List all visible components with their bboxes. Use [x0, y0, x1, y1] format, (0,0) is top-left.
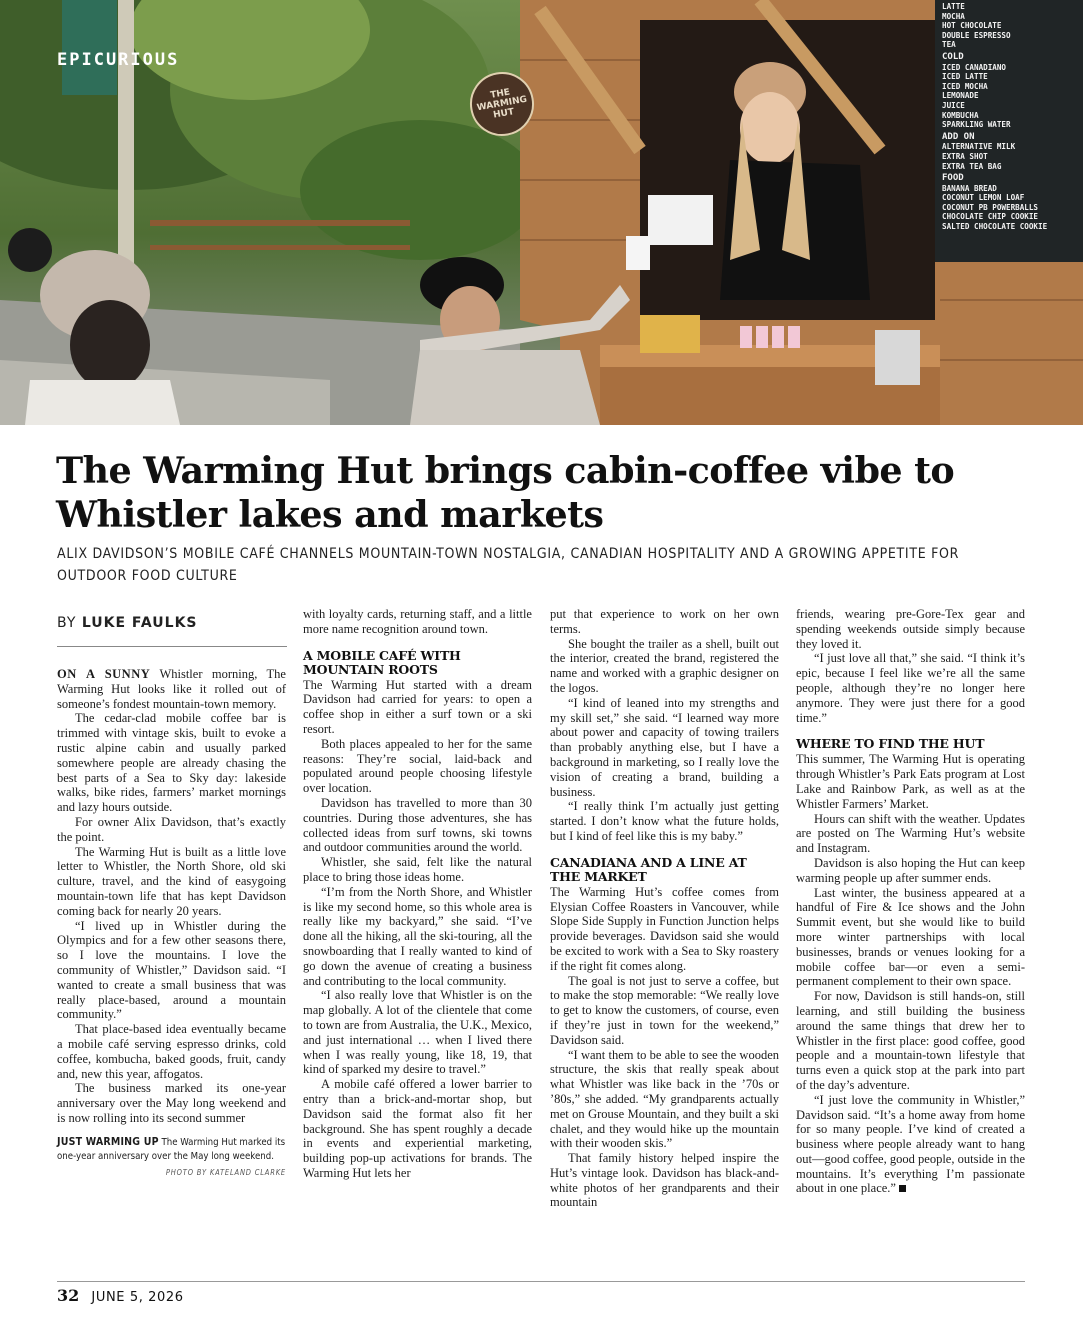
column-1-paragraphs — [57, 711, 286, 1125]
column-3-paragraphs-b — [550, 974, 779, 1211]
menu-board — [935, 0, 1083, 262]
photo-caption — [57, 1135, 286, 1180]
column-1 — [57, 667, 286, 1180]
menu-item: DOUBLE ESPRESSO — [942, 30, 1011, 40]
menu-heading: ADD ON — [942, 131, 975, 142]
lead-photo — [0, 0, 1083, 425]
body-paragraph: The cedar-clad mobile coffee bar is trimmed with vintage skis, built to evoke a rustic alpine cabin and usually parked somewhere people are already chasing the best parts of a Sea to Sky day: lakeside walks, bike rides, farmers’ market mornings and lazy hours outside. — [57, 711, 286, 815]
continued-paragraph: with loyalty cards, returning staff, and a little more name recognition around town. — [303, 607, 532, 636]
opening-paragraph — [57, 667, 286, 711]
menu-item: MOCHA — [942, 11, 965, 21]
body-paragraph: She bought the trailer as a shell, built out the interior, created the brand, registered the name and worked with a graphic designer on the logos. — [550, 636, 779, 695]
body-paragraph: Last winter, the business appeared at a handful of Fire & Ice shows and the John Summit event, but she would like to build more winter partnerships with local businesses, brands or venues looking for a mobile coffee bar—or even a semi-permanent complement to their own space. — [796, 885, 1025, 989]
column-2 — [303, 607, 532, 1181]
menu-item: EXTRA TEA BAG — [942, 161, 1002, 171]
body-paragraph: For owner Alix Davidson, that’s exactly the point. — [57, 814, 286, 844]
end-mark — [899, 1185, 906, 1192]
body-paragraph: That family history helped inspire the Hut’s vintage look. Davidson has black-and-white photos of her grandparents and their mountain — [550, 1151, 779, 1210]
headline: The Warming Hut brings cabin-coffee vibe to Whistler lakes and markets — [56, 449, 955, 536]
body-paragraph: Davidson is also hoping the Hut can keep warming people up after summer ends. — [796, 855, 1025, 885]
body-paragraph: Both places appealed to her for the same reasons: They’re social, laid-back and populated around people choosing lifestyle over location. — [303, 736, 532, 796]
caption-text: The Warming Hut marked its one-year anniversary over the May long weekend. — [57, 1136, 286, 1162]
column-2-paragraphs — [303, 737, 532, 1181]
menu-item: EXTRA SHOT — [942, 151, 988, 161]
body-paragraph: The goal is not just to serve a coffee, but to make the stop memorable: “We really love to get to know the customers, of course, even if they’re just in town for the weekend,” Davidson said. — [550, 973, 779, 1047]
section-first-paragraph: The Warming Hut’s coffee comes from Elysian Coffee Roasters in Vancouver, while Slope Side Supply in Function Junction helps provide beverages. Davidson said she would be excited to work with a Sea to Sky roastery if the right fit comes along. — [550, 884, 779, 973]
body-paragraph: “I kind of leaned into my strengths and my skill set,” she said. “I learned way more about power and capacity of towing trailers than probably anything else, but I have a background in marketing, so I really love the vision of creating a brand, building a business. — [550, 695, 779, 799]
continued-paragraph: put that experience to work on her own terms. — [550, 607, 779, 636]
menu-item: ALTERNATIVE MILK — [942, 142, 1016, 152]
body-paragraph: “I really think I’m actually just getting started. I don’t know what the future holds, but I kind of feel like this is my baby.” — [550, 799, 779, 843]
body-paragraph: Davidson has travelled to more than 30 countries. During those adventures, she has collected ideas from surf towns, ski towns and outdoor communities around the world. — [303, 795, 532, 855]
column-3-paragraphs-a — [550, 637, 779, 844]
byline — [57, 615, 198, 631]
menu-item: KOMBUCHA — [942, 110, 979, 120]
body-paragraph: “I just love all that,” she said. “I think it’s epic, because I feel like we’re all the same people, although they’re no longer here anymore. They were just there for a good time.” — [796, 651, 1025, 725]
page-number: 32 — [57, 1286, 80, 1305]
menu-item: SALTED CHOCOLATE COOKIE — [942, 222, 1048, 232]
body-paragraph: “I want them to be able to see the wooden structure, the skis that really speak about what Whistler was like back in the ’70s or ’80s,” she added. “My grandparents actually met on Grouse Mountain, and they built a ski chalet, and they would hike up the mountain with their wooden skis.” — [550, 1047, 779, 1151]
subhead-canadiana: CANADIANA AND A LINE AT THE MARKET — [550, 854, 747, 884]
issue-date: JUNE 5, 2026 — [91, 1290, 184, 1305]
menu-item: JUICE — [942, 100, 965, 110]
menu-item: CHOCOLATE CHIP COOKIE — [942, 212, 1039, 222]
section-tag: EPICURIOUS — [57, 50, 180, 70]
caption-lead: JUST WARMING UP — [57, 1135, 159, 1148]
body-paragraph: The Warming Hut is built as a little love letter to Whistler, the North Shore, old ski culture, travel, and the kind of easygoing mountain-town life that has kept Davidson coming back for nearly 20 years. — [57, 844, 286, 918]
body-paragraph: “I also really love that Whistler is on the map globally. A lot of the clientele that come to town are from Australia, the U.K., Mexico, and just international … when I lived there when I was really young, like 18, 19, that kind of sparked my desire to travel.” — [303, 988, 532, 1077]
menu-item: HOT CHOCOLATE — [942, 21, 1002, 31]
byline-rule — [57, 646, 287, 647]
body-paragraph: A mobile café offered a lower barrier to entry than a brick-and-mortar shop, but Davidson said the format also fit her background. She has spent roughly a decade in events and experiential marketing, building pop-up activations for brands. The Warming Hut lets her — [303, 1077, 532, 1180]
menu-item: LEMONADE — [942, 91, 979, 101]
subhead-where-to-find: WHERE TO FIND THE HUT — [796, 736, 985, 752]
byline-author: LUKE FAULKS — [81, 615, 198, 631]
lead-in: ON A SUNNY — [57, 667, 151, 681]
warming-hut-sign: THE WARMING HUT — [465, 67, 539, 141]
menu-heading: COLD — [942, 51, 964, 62]
menu-item: SPARKLING WATER — [942, 120, 1011, 130]
opening-text: Whistler morning, The Warming Hut looks like it rolled out of someone’s fondest mountain-town memory. — [57, 667, 286, 711]
column-4-paragraphs-b — [796, 812, 1025, 1197]
menu-item: TEA — [942, 40, 956, 50]
section-first-paragraph: The Warming Hut started with a dream Davidson had carried for years: to open a coffee shop in either a surf town or a ski resort. — [303, 677, 532, 736]
menu-item: BANANA BREAD — [942, 183, 997, 193]
body-paragraph: “I lived up in Whistler during the Olympics and for a few other seasons there, so I love the mountains. I love the community of Whistler,” Davidson said. “I wanted to create a small business that was really place-based, around a mountain community.” — [57, 918, 286, 1022]
menu-item: ICED LATTE — [942, 72, 988, 82]
menu-item: ICED MOCHA — [942, 81, 988, 91]
section-first-paragraph: This summer, The Warming Hut is operating through Whistler’s Park Eats program at Lost Lake and Rainbow Park, as well as at the Whistler Farmers’ Market. — [796, 752, 1025, 811]
footer-rule — [57, 1281, 1025, 1282]
body-paragraph: The business marked its one-year anniversary over the May long weekend and is now rolling into its second summer — [57, 1081, 286, 1125]
byline-prefix: BY — [57, 615, 77, 631]
menu-item: ICED CANADIANO — [942, 62, 1007, 72]
menu-item: COCONUT PB POWERBALLS — [942, 202, 1039, 212]
body-paragraph: Hours can shift with the weather. Updates are posted on The Warming Hut’s website and Instagram. — [796, 811, 1025, 856]
dek: ALIX DAVIDSON’S MOBILE CAFÉ CHANNELS MOUNTAIN-TOWN NOSTALGIA, CANADIAN HOSPITALITY AND A GROWING APPETITE FOR OUTDOOR FOOD CULTURE — [57, 546, 960, 584]
column-4-paragraphs-a — [796, 651, 1025, 725]
menu-heading: FOOD — [942, 173, 964, 184]
body-paragraph: That place-based idea eventually became a mobile café serving espresso drinks, cold coffee, kombucha, baked goods, fruit, candy and, new this year, affogatos. — [57, 1022, 286, 1081]
folio — [57, 1286, 184, 1305]
body-paragraph: For now, Davidson is still hands-on, still learning, and still building the business around the same things that drew her to Whistler in the first place: good coffee, good people and a mountain-town lifestyle that turns even a quick stop at the park into part of the day’s adventure. — [796, 989, 1025, 1092]
body-paragraph: “I just love the community in Whistler,” Davidson said. “It’s a home away from home for so many people. I’ve kind of created a business where people already want to hang out—good coffee, good people, outside in the mountains. It’s everything I’m passionate about in one place.” — [796, 1092, 1025, 1196]
menu-item: COCONUT LEMON LOAF — [942, 193, 1025, 203]
column-4 — [796, 607, 1025, 1196]
body-paragraph: “I’m from the North Shore, and Whistler is like my second home, so this whole area is really like my backyard,” she said. “I’ve done all the hiking, all the ski-touring, all the snowboarding that I really wanted to kind of go down the avenue of creating a business and contributing to the local community. — [303, 884, 532, 988]
subhead-mobile-cafe: A MOBILE CAFÉ WITH MOUNTAIN ROOTS — [303, 647, 461, 677]
continued-paragraph: friends, wearing pre-Gore-Tex gear and spending weekends outside simply because they loved it. — [796, 607, 1025, 651]
menu-item: LATTE — [942, 2, 965, 11]
photo-credit: PHOTO BY KATELAND CLARKE — [165, 1167, 286, 1177]
body-paragraph: Whistler, she said, felt like the natural place to bring those ideas home. — [303, 855, 532, 884]
column-3 — [550, 607, 779, 1210]
